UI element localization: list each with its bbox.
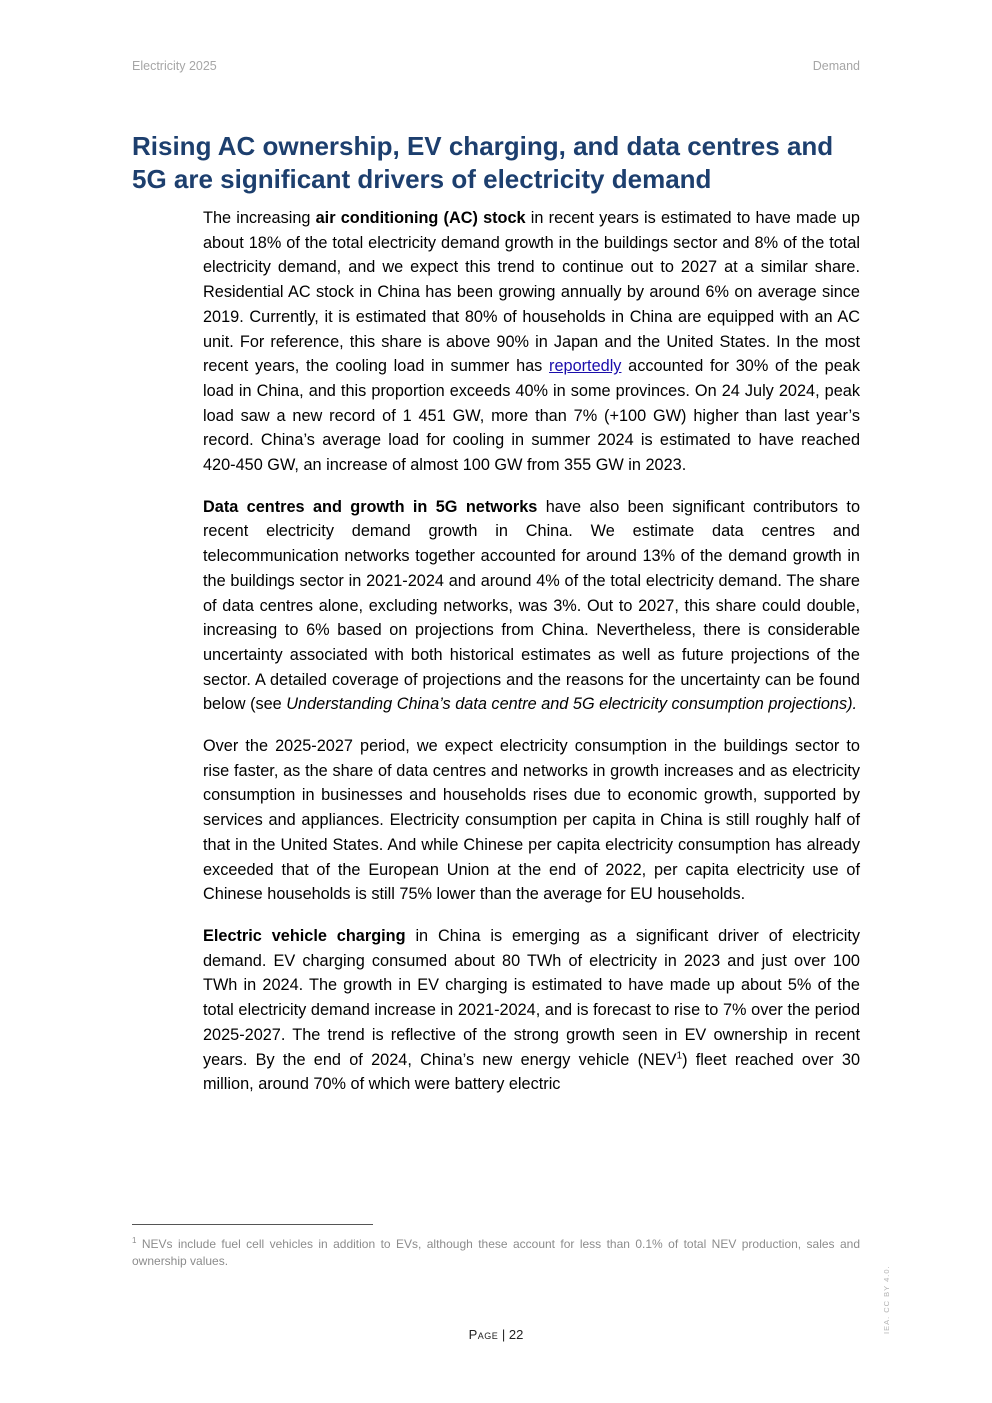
page-label: Page (468, 1327, 499, 1342)
p4-text-1: in China is emerging as a significant driver of electricity demand. EV charging consumed about 80 TWh of electricity in 2023 and just over 100 TWh in 2024. The growth in EV charging is estimated to have made up about 5% of the total electricity demand increase in 2021-2024, and is forecast to rise to 7% over the period 2025-2027. The trend is reflective of the strong growth seen in EV ownership in recent years. By the end of 2024, China’s new energy vehicle (NEV (203, 926, 861, 1069)
body-text (203, 206, 860, 1114)
p4-text-2: ) fleet reached over 30 million, around 70% of which were battery electric (203, 1050, 860, 1094)
p2-bold-data-centres: Data centres and growth in 5G networks (203, 497, 538, 516)
chapter-name: Demand (812, 59, 860, 73)
p3-text-1: Over the 2025-2027 period, we expect electricity consumption in the buildings sector to rise faster, as the share of data centres and networks in growth increases and as electricity consumption in businesses and households rises due to economic growth, supported by services and appliances. Electricity consumption per capita in China is still roughly half of that in the United States. And while Chinese per capita electricity consumption has already exceeded that of the European Union at the end of 2022, per capita electricity use of Chinese households is still 75% lower than the average for EU households. (203, 737, 860, 904)
license-text: IEA. CC BY 4.0. (882, 1265, 891, 1334)
reportedly-link[interactable]: reportedly (549, 357, 622, 376)
section-title: Rising AC ownership, EV charging, and data centres and 5G are significant drivers of electricity demand (132, 131, 834, 194)
p1-text-3: accounted for 30% of the peak load in China, and this proportion exceeds 40% in some provinces. On 24 July 2024, peak load saw a new record of 1 451 GW, more than 7% (+100 GW) higher than last year’s record. China’s average load for cooling in summer 2024 is estimated to have reached 420-450 GW, an increase of almost 100 GW from 355 GW in 2023. (203, 357, 860, 475)
page-number (0, 1327, 992, 1342)
footnote-text: NEVs include fuel cell vehicles in addition to EVs, although these account for less than 0.1% of total NEV production, sales and ownership values. (132, 1237, 860, 1268)
paragraph-data-centres (203, 495, 860, 717)
paragraph-ac-stock (203, 206, 860, 478)
report-title: Electricity 2025 (132, 59, 217, 73)
p1-text-2: in recent years is estimated to have made up about 18% of the total electricity demand growth in the buildings sector and 8% of the total electricity demand, and we expect this trend to continue out to 2027 at a similar share. Residential AC stock in China has been growing annually by around 6% on average since 2019. Currently, it is estimated that 80% of households in China are equipped with an AC unit. For reference, this share is above 90% in Japan and the United States. In the most recent years, the cooling load in summer has (203, 209, 860, 376)
p4-bold-ev-charging: Electric vehicle charging (203, 926, 406, 945)
paragraph-buildings-outlook (203, 734, 860, 907)
paragraph-ev-charging (203, 924, 860, 1097)
page-number-value: 22 (508, 1327, 524, 1342)
page-separator: | (498, 1327, 509, 1342)
p2-italic-reference: Understanding China’s data centre and 5G electricity consumption projections). (286, 695, 858, 714)
p1-bold-ac-stock: air conditioning (AC) stock (315, 209, 526, 227)
p2-text-1: have also been significant contributors to recent electricity demand growth in China. We estimate data centres and telecommunication networks together accounted for around 13% of the demand growth in the buildings sector in 2021-2024 and around 4% of the total electricity demand. The share of data centres alone, excluding networks, was 3%. Out to 2027, this share could double, increasing to 6% based on projections from China. Nevertheless, there is considerable uncertainty associated with both historical estimates as well as future projections of the sector. A detailed coverage of projections and the reasons for the uncertainty can be found below (see (203, 497, 860, 714)
footnote-marker: 1 (132, 1236, 137, 1245)
footnote-divider (132, 1224, 373, 1225)
footnote (132, 1236, 860, 1270)
footnote-reference[interactable]: 1 (676, 1050, 683, 1062)
p1-text-1: The increasing (203, 209, 316, 227)
